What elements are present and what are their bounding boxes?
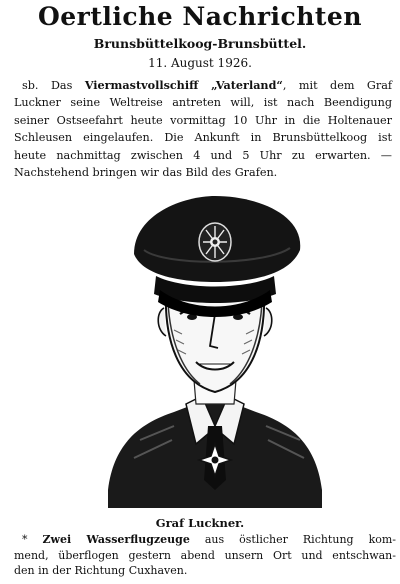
article-line: Nachstehend bringen wir das Bild des Grafen.	[14, 166, 278, 180]
ship-name: Viermastvollschiff „Vaterland“	[84, 78, 283, 92]
article-ship-vaterland	[14, 77, 392, 181]
portrait-caption: Graf Luckner.	[155, 516, 245, 530]
article-text: sb. Das	[22, 79, 85, 92]
section-headline: Oertliche Nachrichten	[37, 2, 363, 31]
locality-subheading: Brunsbüttelkoog-Brunsbüttel.	[93, 36, 307, 51]
article-line: Schleusen eingelaufen. Die Ankunft in Brunsbüttelkoog ist	[14, 131, 392, 145]
notice-line: mend, überflogen gestern abend unsern Ort und entschwan-	[14, 548, 396, 562]
article-text: , mit dem Graf	[282, 79, 393, 92]
notice-line: den in der Richtung Cuxhaven.	[14, 564, 188, 577]
article-seaplanes	[14, 532, 396, 579]
dateline: 11. August 1926.	[148, 56, 252, 70]
article-line: heute nachmittag zwischen 4 und 5 Uhr zu erwarten. —	[14, 148, 392, 162]
notice-text: *	[22, 533, 43, 546]
article-line: Luckner seine Weltreise antreten will, ist nach Beendigung	[14, 96, 392, 110]
article-line: seiner Ostseefahrt heute vormittag 10 Uhr in die Holtenauer	[14, 113, 392, 127]
notice-line	[14, 532, 396, 548]
portrait-illustration	[104, 190, 326, 508]
notice-emphasis: Zwei Wasserflugzeuge	[42, 533, 190, 546]
article-line	[14, 77, 392, 94]
cap-badge-icon	[199, 223, 231, 261]
notice-text: aus östlicher Richtung kom-	[189, 533, 397, 546]
